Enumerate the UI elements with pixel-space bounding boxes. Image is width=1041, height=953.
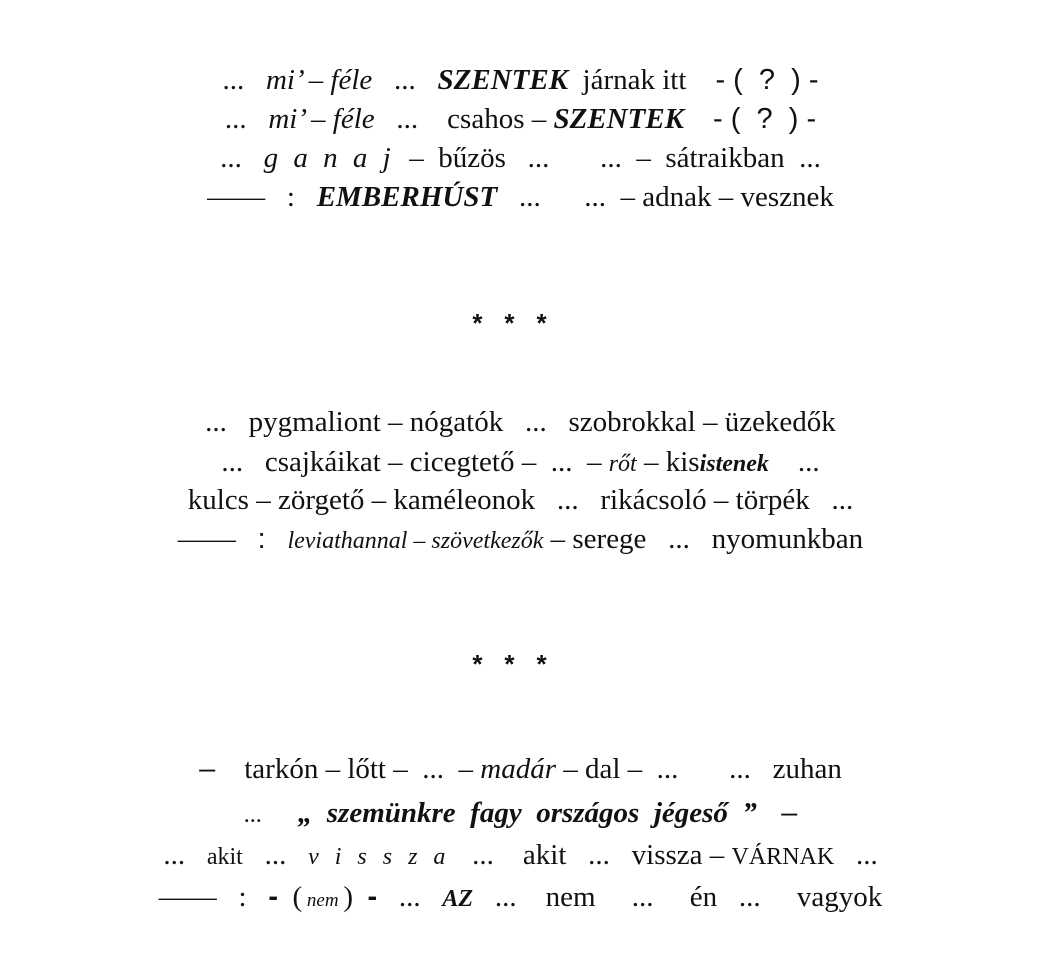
text-segment: ... (224, 103, 269, 135)
stanza3-line1 (0, 751, 1041, 787)
text-segment: ( (277, 881, 303, 913)
text-segment: g a n a j (263, 142, 395, 174)
text-segment: „ szemünkre fagy országos jégeső ” (297, 797, 757, 829)
stanza3-line2 (0, 795, 1041, 831)
separator-asterisks: *** (472, 308, 569, 338)
stanza2-line3 (0, 482, 1041, 518)
text-segment: ... (242, 839, 309, 871)
text-segment: SZENTEK (553, 103, 685, 135)
text-segment: ... (834, 839, 878, 871)
text-segment: akit (206, 844, 243, 870)
text-segment: ... csahos – (374, 103, 554, 135)
text-segment: —— (177, 523, 258, 555)
text-segment: leviathannal – szövetkezők (287, 528, 544, 554)
text-segment: rőt (608, 451, 637, 477)
text-segment: - ( ? ) - (715, 64, 819, 96)
text-segment: ... (163, 839, 207, 871)
text-segment: – serege ... nyomunkban (543, 523, 864, 555)
text-segment: – dal – ... ... zuhan (555, 753, 842, 785)
text-segment: ) (343, 881, 368, 913)
text-segment: – (756, 797, 798, 829)
text-segment: ... (243, 802, 298, 828)
text-segment: ... pygmaliont – nógatók ... szobrokkal – üzekedők (205, 406, 836, 438)
separator-asterisks: *** (472, 649, 569, 679)
text-segment: ... (768, 446, 820, 478)
text-segment: - (367, 881, 378, 913)
text-segment: : (257, 523, 266, 555)
text-segment (684, 103, 713, 135)
text-segment: mi’ – féle (268, 103, 375, 135)
text-segment: nem (302, 890, 344, 911)
text-segment: EMBERHÚST (316, 181, 498, 213)
stanza1-line3 (0, 140, 1041, 176)
stanza3-line4 (0, 879, 1041, 915)
text-segment: ... (222, 64, 266, 96)
text-segment: ... (220, 142, 264, 174)
text-segment: istenek (699, 451, 769, 477)
text-segment: madár (480, 753, 556, 785)
text-segment: SZENTEK (437, 64, 569, 96)
text-segment: ... ... – adnak – vesznek (497, 181, 834, 213)
text-segment: – (199, 753, 216, 785)
text-segment: mi’ – féle (265, 64, 373, 96)
text-segment: VÁRNAK (731, 844, 835, 870)
text-segment: ... csajkáikat – cicegtető – ... – (221, 446, 609, 478)
text-segment: kulcs – zörgető – kaméleonok ... rikácsoló – törpék ... (187, 484, 854, 516)
stanza2-line1 (0, 404, 1041, 440)
stanza2-line4 (0, 521, 1041, 557)
text-segment (266, 523, 288, 555)
text-segment: - (268, 881, 278, 913)
text-segment: - ( ? ) - (713, 103, 817, 135)
text-segment: —— : (207, 181, 317, 213)
stanza3-line3 (0, 837, 1041, 873)
text-segment: —— : (158, 881, 269, 913)
stanza2-line2 (0, 444, 1041, 480)
text-segment: v i s s z a (308, 844, 451, 870)
text-segment: – bűzös ... ... – sátraikban ... (394, 142, 821, 174)
text-segment: ... (377, 881, 443, 913)
stanza1-line4 (0, 179, 1041, 215)
text-segment: ... nem ... én ... vagyok (473, 881, 883, 913)
text-segment: ... (372, 64, 438, 96)
text-segment: AZ (442, 886, 474, 912)
text-segment: tarkón – lőtt – ... – (215, 753, 481, 785)
text-segment: ... akit ... vissza – (450, 839, 732, 871)
text-segment: járnak itt (568, 64, 716, 96)
text-segment: – kis (636, 446, 700, 478)
stanza1-line2 (0, 101, 1041, 137)
stanza1-line1 (0, 62, 1041, 98)
